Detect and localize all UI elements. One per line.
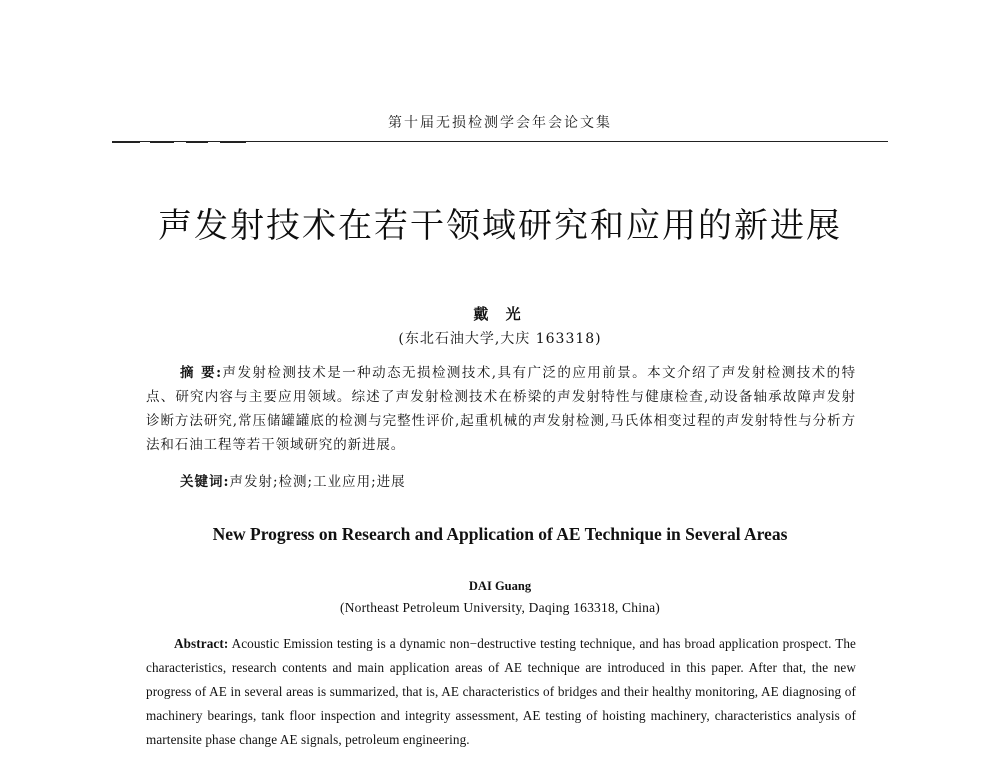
abstract-cn-text: 声发射检测技术是一种动态无损检测技术,具有广泛的应用前景。本文介绍了声发射检测技术的特点、研究内容与主要应用领域。综述了声发射检测技术在桥梁的声发射特性与健康检查,动设备轴承故障声发射诊断方法研究,常压储罐罐底的检测与完整性评价,起重机械的声发射检测,马氏体相变过程的声发射特性与分析方法和石油工程等若干领域研究的新进展。	[146, 365, 856, 453]
header-rule-dash	[150, 142, 174, 143]
header-rule-dash	[112, 142, 140, 143]
keywords-cn	[180, 470, 860, 490]
abstract-en	[146, 632, 856, 752]
abstract-en-label: Abstract:	[174, 636, 229, 651]
author-en: DAI Guang	[468, 579, 532, 593]
author-cn: 戴 光	[473, 305, 527, 323]
header-rule-dash	[186, 142, 208, 143]
header-rule-dash	[220, 142, 246, 143]
affiliation-en: (Northeast Petroleum University, Daqing 163318, China)	[340, 600, 660, 615]
paper-title-en: New Progress on Research and Application of AE Technique in Several Areas	[212, 524, 788, 544]
abstract-cn	[146, 361, 856, 457]
paper-title-cn: 声发射技术在若干领域研究和应用的新进展	[158, 206, 842, 246]
running-head: 第十届无损检测学会年会论文集	[388, 115, 612, 131]
affiliation-cn: (东北石油大学,大庆 163318)	[398, 331, 602, 347]
abstract-en-text: Acoustic Emission testing is a dynamic non−destructive testing technique, and has broad application prospect. The characteristics, research contents and main application areas of AE technique are introduced in this paper. After that, the new progress of AE in several areas is summarized, that is, AE characteristics of bridges and their healthy monitoring, AE diagnosing of machinery bearings, tank floor inspection and integrity assessment, AE testing of hoisting machinery, characteristics analysis of martensite phase change AE signals, petroleum engineering.	[146, 636, 856, 747]
keywords-cn-text: 声发射;检测;工业应用;进展	[229, 474, 406, 490]
abstract-cn-label: 摘 要:	[180, 365, 222, 381]
keywords-cn-label: 关键词:	[180, 474, 230, 490]
